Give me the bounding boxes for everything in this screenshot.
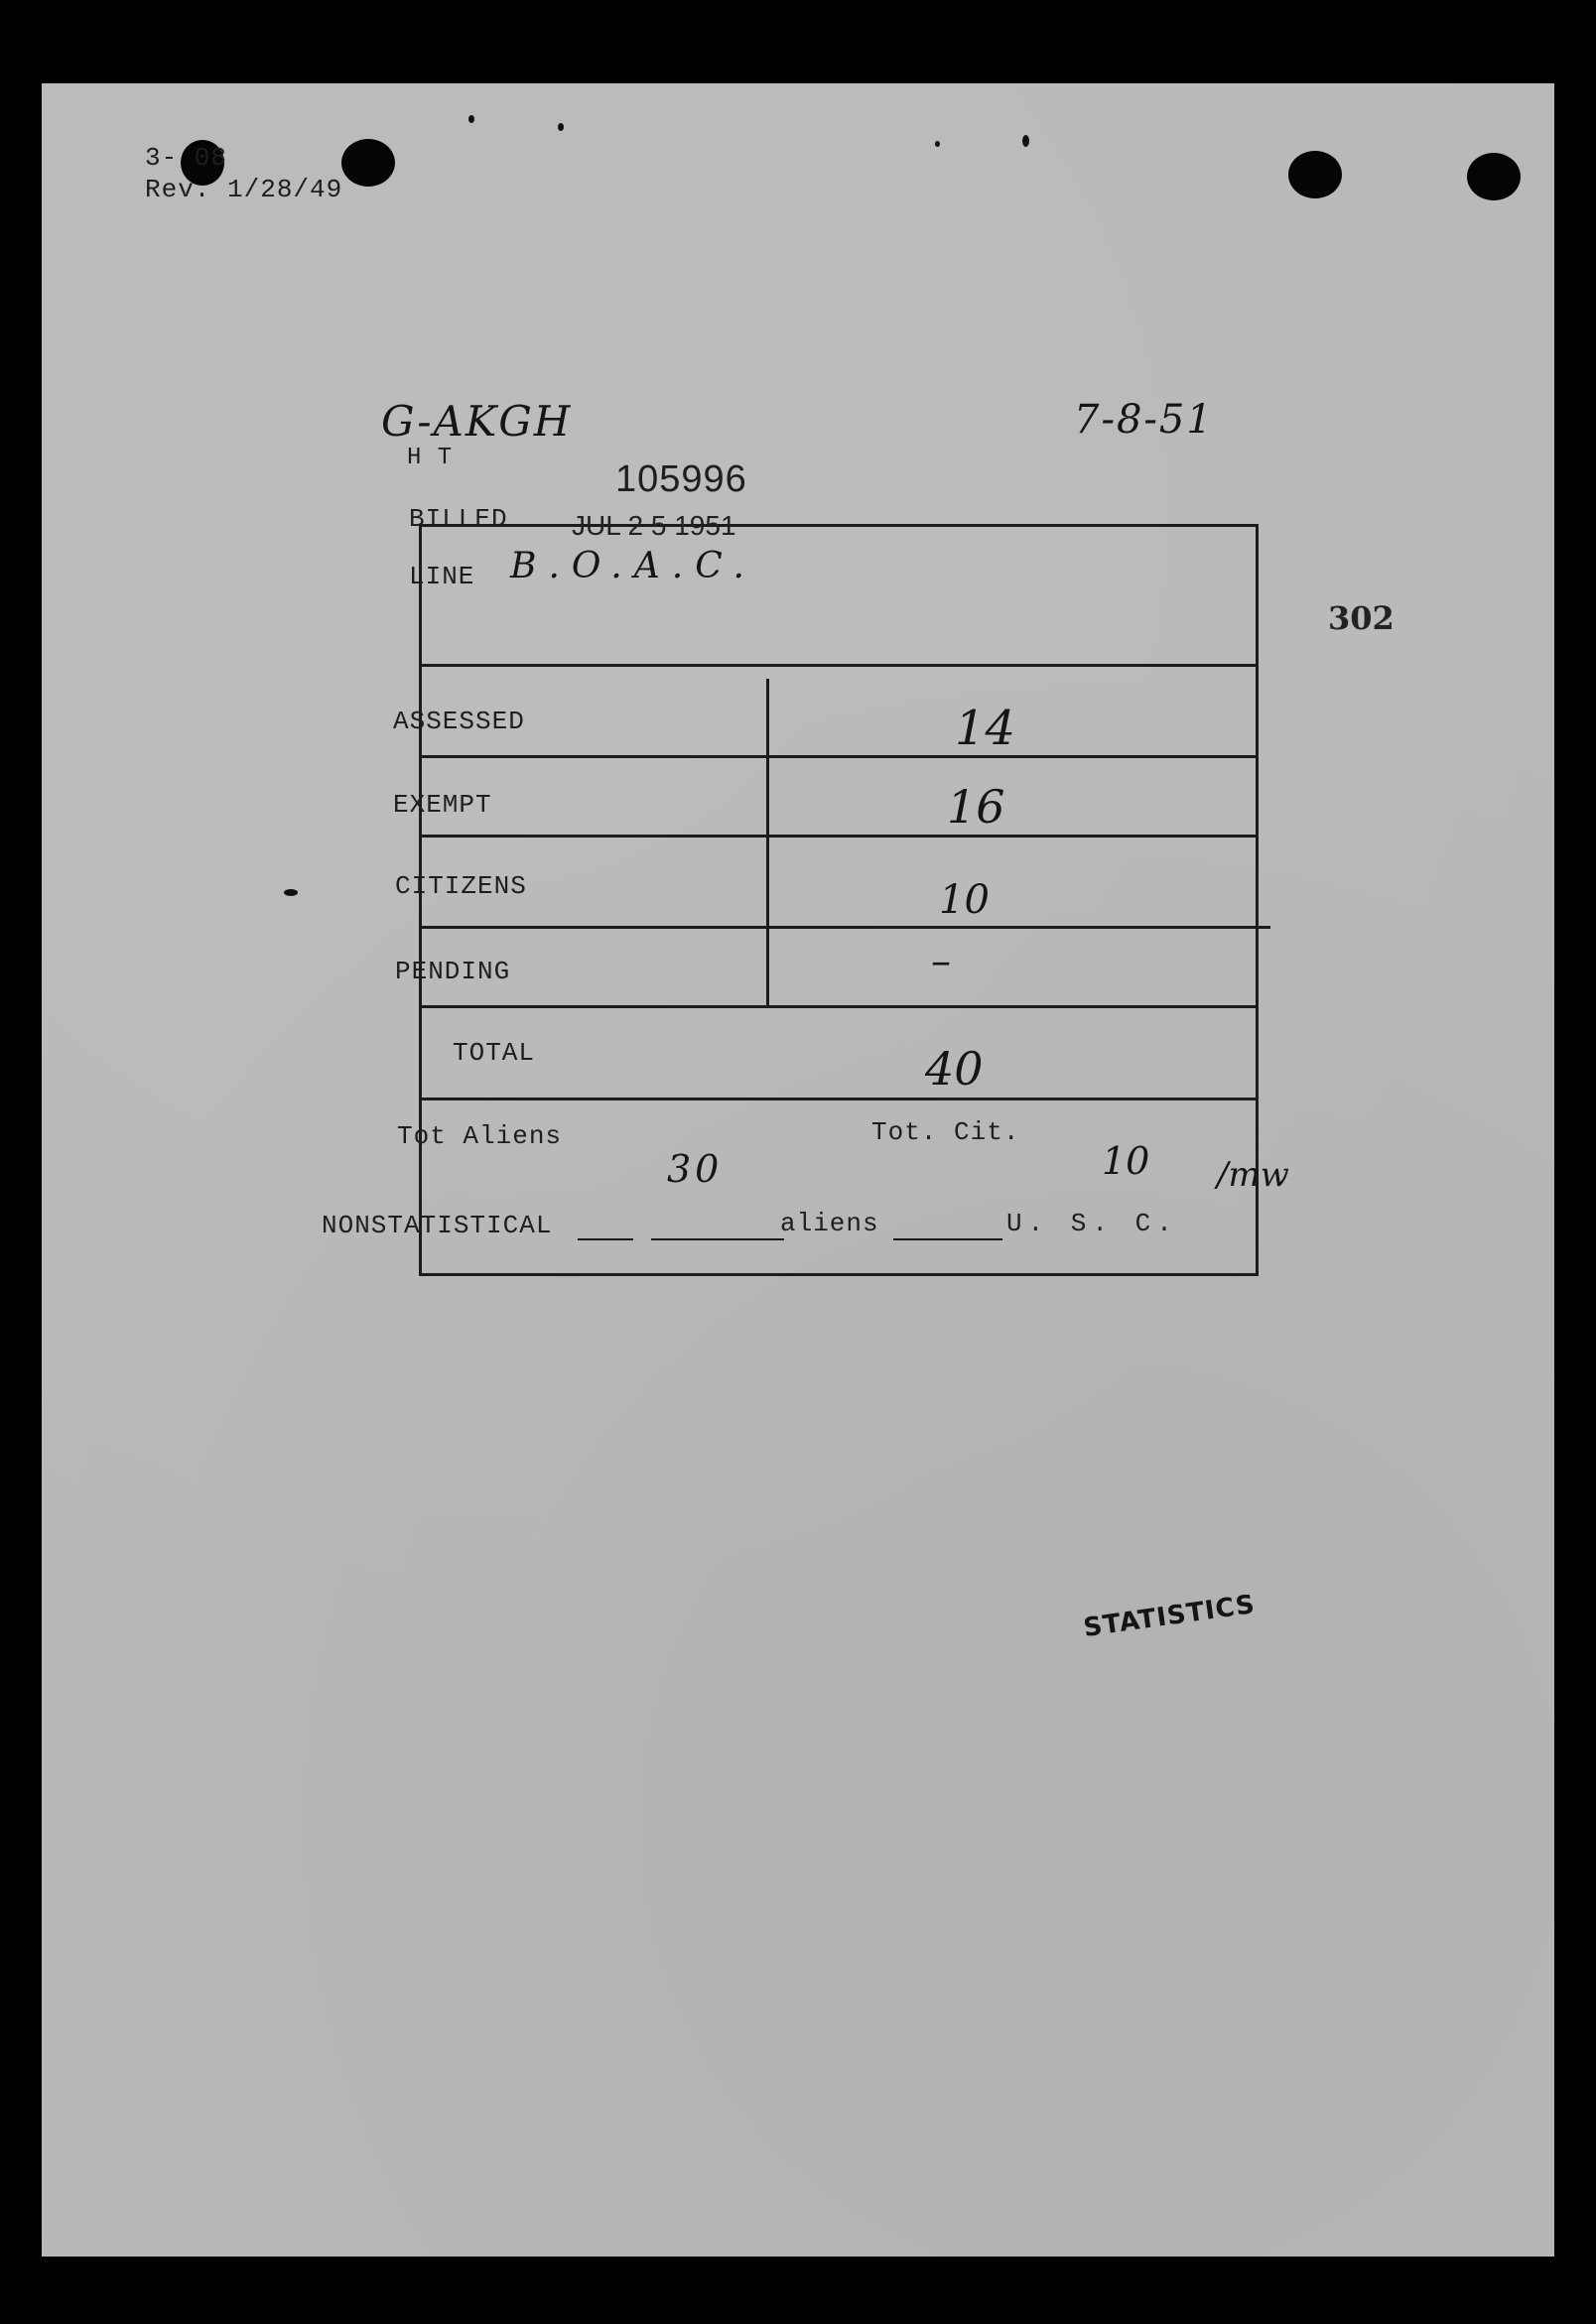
ht-number: 105996 bbox=[615, 458, 747, 500]
row-value-exempt: 16 bbox=[947, 780, 1005, 834]
punch-hole-right-2 bbox=[1467, 153, 1521, 200]
total-value: 40 bbox=[925, 1042, 984, 1096]
column-divider bbox=[766, 679, 769, 1005]
form-revision: Rev. 1/28/49 bbox=[145, 175, 343, 204]
rule-total-bottom bbox=[419, 1097, 1259, 1100]
row-value-pending: – bbox=[931, 939, 951, 984]
statistics-stamp: STATISTICS bbox=[1081, 1590, 1258, 1643]
document-page bbox=[42, 83, 1554, 2257]
aircraft-registration: G-AKGH bbox=[381, 397, 573, 446]
nonstatistical-label: NONSTATISTICAL bbox=[322, 1211, 553, 1240]
form-number: 3- 08 bbox=[145, 143, 228, 173]
aliens-label: aliens bbox=[780, 1209, 879, 1238]
speck bbox=[284, 889, 298, 896]
blank-line-2 bbox=[651, 1238, 784, 1240]
line-label: LINE bbox=[409, 562, 475, 591]
speck bbox=[468, 115, 474, 123]
billed-date-stamp: JUL 2 5 1951 bbox=[572, 510, 736, 541]
blank-line-3 bbox=[893, 1238, 1002, 1240]
punch-hole-center bbox=[341, 139, 395, 187]
line-value: B.O.A.C. bbox=[510, 546, 756, 586]
header-date: 7-8-51 bbox=[1074, 397, 1214, 443]
speck bbox=[1022, 135, 1029, 147]
rule-assessed-bottom bbox=[419, 755, 1259, 758]
blank-line-1 bbox=[578, 1238, 633, 1240]
rule-citizens-bottom bbox=[419, 926, 1270, 929]
tot-aliens-label: Tot Aliens bbox=[397, 1121, 563, 1151]
usc-label: U. S. C. bbox=[1006, 1209, 1178, 1238]
ht-label: H T bbox=[407, 445, 454, 471]
page-number: 302 bbox=[1328, 599, 1395, 637]
tot-cit-label: Tot. Cit. bbox=[871, 1117, 1020, 1147]
punch-hole-right-1 bbox=[1288, 151, 1342, 198]
row-label-citizens: CITIZENS bbox=[395, 871, 527, 901]
row-label-assessed: ASSESSED bbox=[393, 707, 525, 736]
row-value-assessed: 14 bbox=[955, 701, 1016, 756]
row-label-exempt: EXEMPT bbox=[393, 790, 492, 820]
rule-exempt-bottom bbox=[419, 835, 1259, 838]
speck bbox=[558, 123, 564, 131]
row-label-pending: PENDING bbox=[395, 957, 511, 986]
tot-aliens-value: 30 bbox=[667, 1147, 724, 1191]
total-label: TOTAL bbox=[453, 1038, 536, 1068]
row-value-citizens: 10 bbox=[939, 877, 990, 923]
speck bbox=[935, 141, 940, 147]
billed-label: BILLED bbox=[409, 504, 508, 534]
initials: /mw bbox=[1217, 1155, 1289, 1195]
rule-header-bottom bbox=[419, 664, 1259, 667]
rule-pending-bottom bbox=[419, 1005, 1259, 1008]
tot-cit-value: 10 bbox=[1102, 1139, 1150, 1183]
